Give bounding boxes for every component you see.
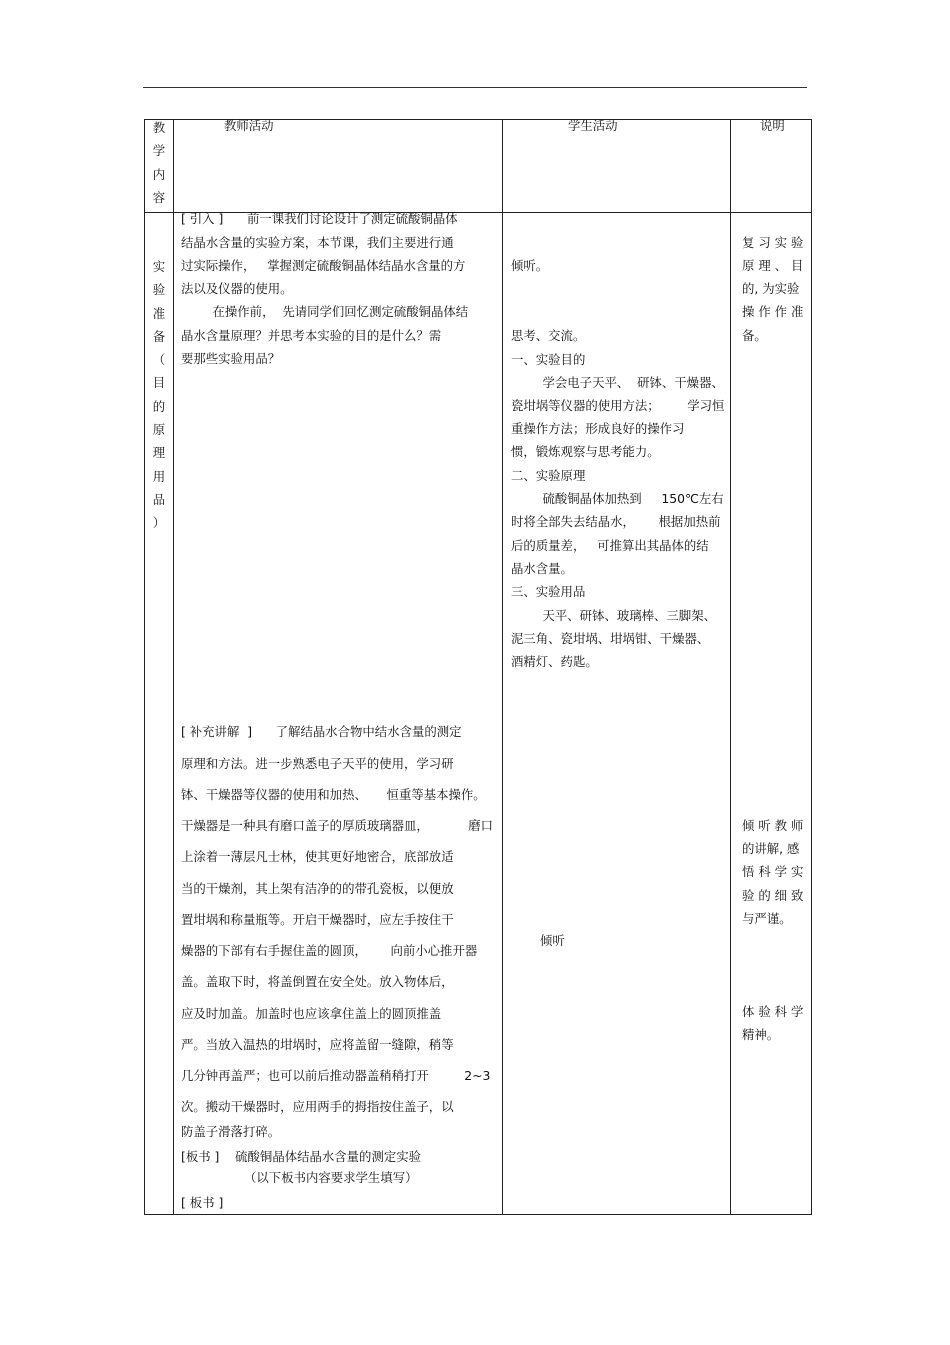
teacher-line: [ 引入 ] 前一课我们讨论设计了测定硫酸铜晶体	[181, 211, 458, 226]
header-content-label	[149, 116, 169, 209]
header-teacher-activity: 教师活动	[224, 118, 274, 133]
student-line: 三、实验用品	[511, 584, 586, 599]
header-rule	[143, 87, 807, 88]
student-line: 倾听	[540, 933, 565, 948]
note-line: 操 作 作 准	[742, 304, 804, 319]
header-char: 学	[152, 143, 166, 159]
teacher-line: 要那些实验用品？	[181, 351, 281, 366]
note-line: 悟 科 学 实	[742, 864, 804, 879]
student-line: 学会电子天平、 研钵、干燥器、	[511, 375, 724, 390]
teacher-line: 燥器的下部有右手握住盖的圆顶， 向前小心推开器	[181, 943, 478, 958]
teacher-line: 原理和方法。进一步熟悉电子天平的使用，学习研	[181, 756, 454, 771]
col-divider	[730, 120, 731, 1214]
section-char: 的	[152, 398, 166, 414]
teacher-line: 当的干燥剂，其上架有洁净的的带孔瓷板，以便放	[181, 881, 454, 896]
section-char: 准	[152, 305, 166, 321]
student-line: 硫酸铜晶体加热到 150℃左右	[511, 491, 724, 506]
section-char: 原	[152, 422, 166, 438]
teacher-line: 钵、干燥器等仪器的使用和加热、 恒重等基本操作。	[181, 787, 486, 802]
note-line: 复 习 实 验	[742, 235, 804, 250]
note-line: 精神。	[742, 1027, 780, 1042]
student-line: 惯，锻炼观察与思考能力。	[511, 444, 660, 459]
lesson-table	[144, 119, 812, 1215]
section-char: 实	[152, 259, 166, 274]
student-line: 思考、交流。	[511, 328, 586, 343]
note-line: 验 的 细 致	[742, 888, 804, 903]
teacher-line: 盖。盖取下时，将盖倒置在安全处。放入物体后，	[181, 974, 454, 989]
student-line: 重操作方法；形成良好的操作习	[511, 421, 685, 436]
note-line: 与严谨。	[742, 911, 792, 926]
col-divider	[173, 120, 174, 1214]
student-line: 瓷坩埚等仪器的使用方法； 学习恒	[511, 398, 725, 413]
section-char: ）	[152, 515, 166, 531]
teacher-line: 过实际操作， 掌握测定硫酸铜晶体结晶水含量的方	[181, 258, 466, 273]
student-line: 天平、研钵、玻璃棒、三脚架、	[511, 608, 716, 623]
note-line: 倾 听 教 师	[742, 818, 804, 833]
header-char: 内	[152, 166, 166, 182]
teacher-line: （以下板书内容要求学生填写）	[181, 1170, 418, 1185]
teacher-line: 置坩埚和称量瓶等。开启干燥器时，应左手按住干	[181, 912, 454, 927]
teacher-line: [ 板书 ]	[181, 1195, 224, 1210]
section-label	[149, 255, 169, 535]
section-char: 目	[152, 375, 166, 391]
teacher-line: 应及时加盖。加盖时也应该拿住盖上的圆顶推盖	[181, 1006, 442, 1021]
student-line: 晶水含量。	[511, 561, 573, 576]
student-line: 后的质量差， 可推算出其晶体的结	[511, 538, 709, 553]
section-char: 验	[152, 282, 166, 298]
teacher-line: 干燥器是一种具有磨口盖子的厚质玻璃器皿， 磨口	[181, 818, 493, 833]
header-student-activity: 学生活动	[568, 118, 618, 133]
note-line: 的, 为实验	[742, 281, 800, 296]
header-notes: 说明	[760, 118, 785, 133]
teacher-line: 法以及仪器的使用。	[181, 281, 293, 296]
section-char: 品	[152, 491, 166, 507]
col-divider	[502, 120, 503, 1214]
teacher-line: 晶水含量原理？并思考本实验的目的是什么？需	[181, 328, 442, 343]
section-char: （	[152, 352, 166, 368]
header-char: 容	[152, 189, 166, 205]
note-line: 备。	[742, 328, 767, 343]
student-line: 泥三角、瓷坩埚、坩埚钳、干燥器、	[511, 631, 710, 646]
section-char: 理	[152, 445, 166, 461]
teacher-line: 防盖子滑落打碎。	[181, 1124, 281, 1139]
teacher-line: 次。搬动干燥器时，应用两手的拇指按住盖子，以	[181, 1099, 454, 1114]
teacher-line: 几分钟再盖严；也可以前后推动器盖稍稍打开 2~3	[181, 1068, 491, 1083]
student-line: 时将全部失去结晶水， 根据加热前	[511, 514, 721, 529]
teacher-line: 严。当放入温热的坩埚时，应将盖留一缝隙，稍等	[181, 1037, 454, 1052]
teacher-line: 在操作前， 先请同学们回忆测定硫酸铜晶体结	[181, 304, 469, 319]
section-char: 用	[152, 468, 166, 484]
section-char: 备	[152, 328, 166, 344]
teacher-line: [板书 ] 硫酸铜晶体结晶水含量的测定实验	[181, 1149, 422, 1164]
student-line: 酒精灯、药匙。	[511, 654, 598, 669]
student-line: 倾听。	[511, 258, 549, 273]
note-line: 的讲解, 感	[742, 841, 800, 856]
teacher-line: 上涂着一薄层凡士林，使其更好地密合，底部放适	[181, 849, 454, 864]
teacher-line: 结晶水含量的实验方案，本节课，我们主要进行通	[181, 235, 454, 250]
student-line: 一、实验目的	[511, 352, 586, 367]
teacher-line: [ 补充讲解 ] 了解结晶水合物中结水含量的测定	[181, 724, 462, 739]
note-line: 体 验 科 学	[742, 1004, 804, 1019]
note-line: 原 理 、 目	[742, 258, 804, 273]
student-line: 二、实验原理	[511, 468, 586, 483]
header-char: 教	[152, 120, 166, 135]
